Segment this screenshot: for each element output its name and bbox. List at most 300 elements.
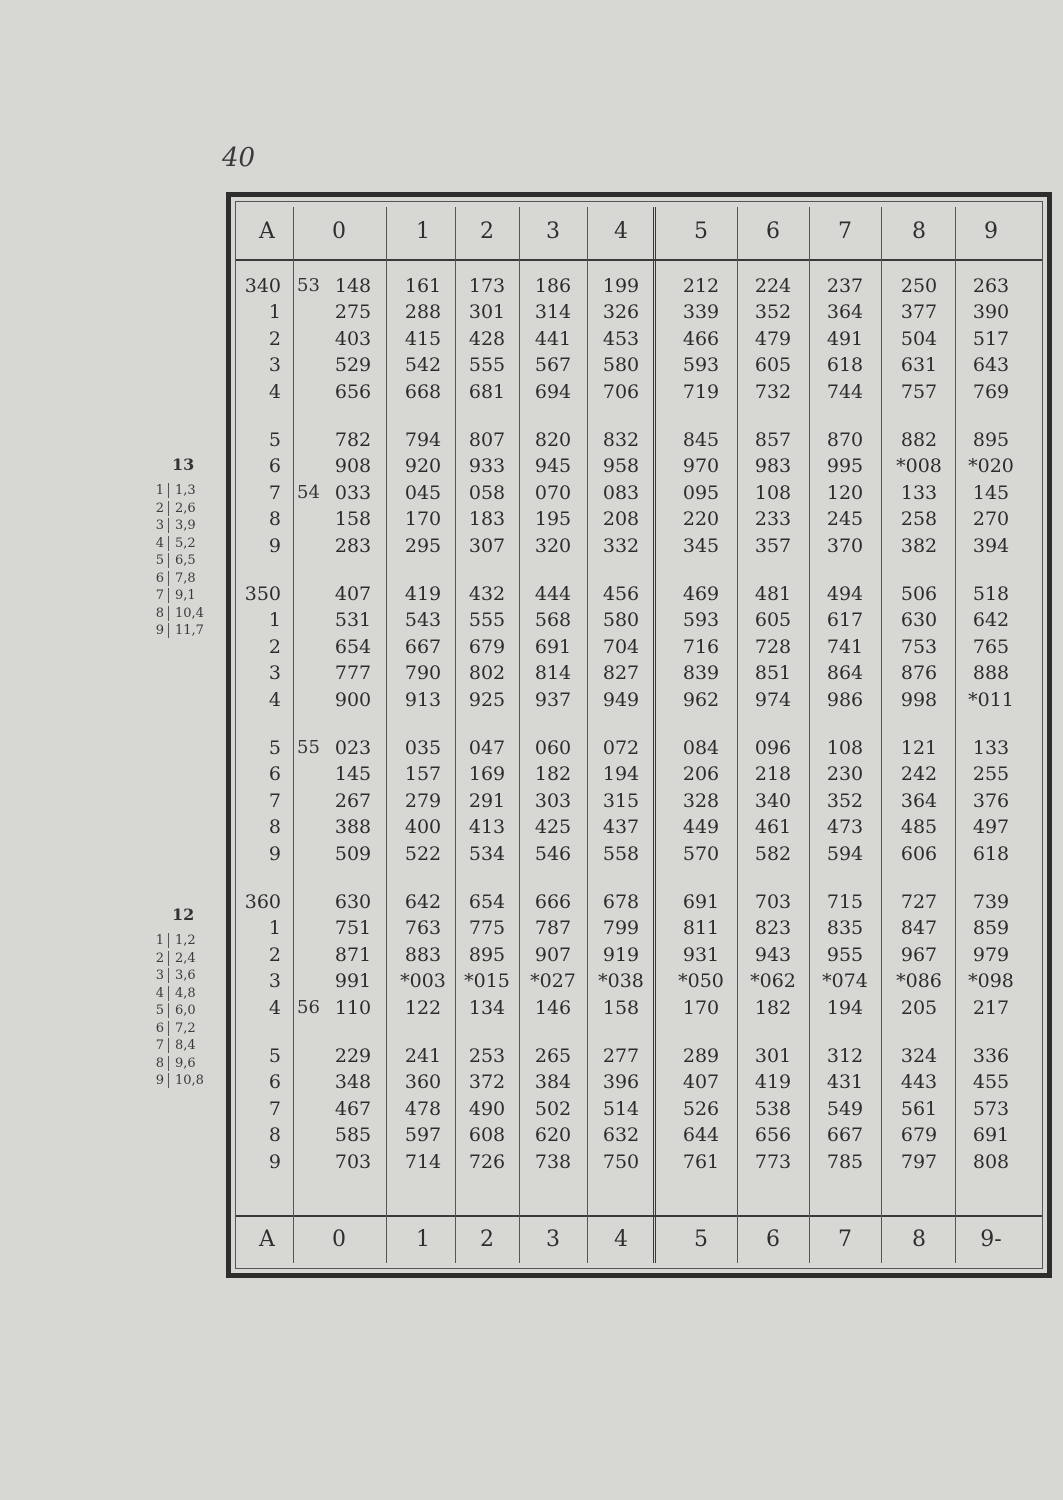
table-cell: 419 bbox=[404, 583, 442, 605]
table-cell: 943 bbox=[754, 943, 792, 966]
table-cell: 096 bbox=[754, 737, 792, 759]
table-cell: 490 bbox=[468, 1097, 506, 1120]
table-cell: 312 bbox=[826, 1045, 864, 1067]
table-cell: 871 bbox=[334, 943, 372, 966]
table-cell: 372 bbox=[468, 1071, 506, 1094]
table-cell: 403 bbox=[334, 327, 372, 350]
row-label: 1 bbox=[268, 917, 281, 940]
table-cell: 908 bbox=[334, 455, 372, 478]
footer-rule bbox=[236, 1215, 1042, 1217]
table-cell: 561 bbox=[900, 1097, 938, 1120]
table-cell: 084 bbox=[682, 737, 720, 759]
table-cell: 585 bbox=[334, 1124, 372, 1147]
table-cell: *027 bbox=[530, 970, 576, 993]
table-cell: 617 bbox=[826, 609, 864, 632]
table-cell: 407 bbox=[334, 583, 372, 605]
table-cell: 158 bbox=[602, 996, 640, 1019]
table-cell: 217 bbox=[972, 996, 1010, 1019]
table-cell: 962 bbox=[682, 688, 720, 711]
table-cell: 432 bbox=[468, 583, 506, 605]
row-label: 9 bbox=[268, 1150, 281, 1173]
table-cell: 538 bbox=[754, 1097, 792, 1120]
table-cell: 605 bbox=[754, 354, 792, 377]
pp-digit: 6 bbox=[155, 1020, 164, 1036]
table-cell: 258 bbox=[900, 508, 938, 531]
row-label: 4 bbox=[268, 380, 281, 403]
table-cell: 546 bbox=[534, 842, 572, 865]
row-label: 9 bbox=[268, 534, 281, 557]
table-cell: 047 bbox=[468, 737, 506, 759]
table-cell: 716 bbox=[682, 635, 720, 658]
table-cell: 851 bbox=[754, 662, 792, 685]
column-separator bbox=[293, 207, 294, 1263]
header-col-4: 3 bbox=[546, 219, 560, 244]
pp-digit: 5 bbox=[155, 1003, 164, 1018]
table-cell: 643 bbox=[972, 354, 1010, 377]
table-cell: 194 bbox=[826, 996, 864, 1019]
table-cell: 481 bbox=[754, 583, 792, 605]
column-separator bbox=[881, 207, 882, 1263]
header-col-3: 2 bbox=[480, 219, 494, 244]
table-cell: 808 bbox=[972, 1150, 1010, 1173]
table-cell: 811 bbox=[682, 917, 720, 940]
header-col-6: 5 bbox=[694, 219, 708, 244]
table-cell: 134 bbox=[468, 996, 506, 1019]
row-label: 1 bbox=[268, 609, 281, 632]
pp-title: 13 bbox=[172, 455, 195, 474]
mantissa-prefix: 54 bbox=[297, 481, 320, 503]
table-cell: 870 bbox=[826, 429, 864, 451]
table-cell: 945 bbox=[534, 455, 572, 478]
pp-value: 4,8 bbox=[168, 986, 215, 1001]
mantissa-prefix: 56 bbox=[297, 996, 320, 1018]
table-cell: 364 bbox=[826, 301, 864, 324]
table-cell: 691 bbox=[972, 1124, 1010, 1147]
table-cell: 529 bbox=[334, 354, 372, 377]
table-cell: *086 bbox=[896, 970, 942, 993]
table-cell: 504 bbox=[900, 327, 938, 350]
pp-digit: 4 bbox=[155, 535, 164, 551]
table-cell: 509 bbox=[334, 842, 372, 865]
table-cell: 288 bbox=[404, 301, 442, 324]
table-cell: 832 bbox=[602, 429, 640, 451]
table-cell: 787 bbox=[534, 917, 572, 940]
table-cell: 461 bbox=[754, 816, 792, 839]
table-cell: 642 bbox=[972, 609, 1010, 632]
table-cell: 237 bbox=[826, 275, 864, 297]
table-cell: *074 bbox=[822, 970, 868, 993]
table-cell: 706 bbox=[602, 380, 640, 403]
table-cell: 883 bbox=[404, 943, 442, 966]
table-cell: 336 bbox=[972, 1045, 1010, 1067]
table-cell: 727 bbox=[900, 891, 938, 913]
pp-line bbox=[150, 986, 215, 1001]
table-cell: 642 bbox=[404, 891, 442, 913]
table-cell: 229 bbox=[334, 1045, 372, 1067]
table-cell: 072 bbox=[602, 737, 640, 759]
header-col-8: 7 bbox=[838, 219, 852, 244]
table-cell: 070 bbox=[534, 481, 572, 504]
table-cell: 703 bbox=[334, 1150, 372, 1173]
row-label: 6 bbox=[268, 763, 281, 786]
table-cell: 514 bbox=[602, 1097, 640, 1120]
table-cell: 606 bbox=[900, 842, 938, 865]
table-cell: 208 bbox=[602, 508, 640, 531]
pp-line bbox=[150, 571, 215, 586]
table-cell: 726 bbox=[468, 1150, 506, 1173]
row-label: 8 bbox=[268, 816, 281, 839]
table-cell: 182 bbox=[754, 996, 792, 1019]
table-cell: 023 bbox=[334, 737, 372, 759]
table-cell: 738 bbox=[534, 1150, 572, 1173]
pp-value: 11,7 bbox=[168, 623, 215, 638]
table-cell: 291 bbox=[468, 789, 506, 812]
table-cell: 245 bbox=[826, 508, 864, 531]
table-cell: 301 bbox=[468, 301, 506, 324]
table-cell: 320 bbox=[534, 534, 572, 557]
table-cell: 820 bbox=[534, 429, 572, 451]
table-cell: 413 bbox=[468, 816, 506, 839]
table-cell: 453 bbox=[602, 327, 640, 350]
table-cell: 582 bbox=[754, 842, 792, 865]
table-cell: 133 bbox=[900, 481, 938, 504]
table-cell: 157 bbox=[404, 763, 442, 786]
table-cell: 279 bbox=[404, 789, 442, 812]
row-label: 8 bbox=[268, 1124, 281, 1147]
pp-line bbox=[150, 606, 215, 621]
table-cell: 469 bbox=[682, 583, 720, 605]
table-cell: 522 bbox=[404, 842, 442, 865]
table-cell: 315 bbox=[602, 789, 640, 812]
table-cell: 431 bbox=[826, 1071, 864, 1094]
table-cell: 667 bbox=[826, 1124, 864, 1147]
row-label: 2 bbox=[268, 635, 281, 658]
table-cell: 466 bbox=[682, 327, 720, 350]
table-cell: 751 bbox=[334, 917, 372, 940]
table-cell: 845 bbox=[682, 429, 720, 451]
table-cell: 958 bbox=[602, 455, 640, 478]
table-cell: 920 bbox=[404, 455, 442, 478]
row-label: 1 bbox=[268, 301, 281, 324]
table-cell: 255 bbox=[972, 763, 1010, 786]
table-cell: 108 bbox=[826, 737, 864, 759]
row-label: 5 bbox=[268, 1045, 281, 1067]
table-cell: 895 bbox=[972, 429, 1010, 451]
column-separator bbox=[455, 207, 456, 1263]
mantissa-prefix: 55 bbox=[297, 737, 320, 758]
table-cell: 573 bbox=[972, 1097, 1010, 1120]
table-cell: 654 bbox=[334, 635, 372, 658]
table-cell: 270 bbox=[972, 508, 1010, 531]
footer-col-2: 1 bbox=[416, 1227, 430, 1252]
table-cell: 681 bbox=[468, 380, 506, 403]
header-col-9: 8 bbox=[912, 219, 926, 244]
table-cell: 301 bbox=[754, 1045, 792, 1067]
table-cell: 456 bbox=[602, 583, 640, 605]
pp-value: 10,8 bbox=[168, 1073, 215, 1088]
table-cell: 390 bbox=[972, 301, 1010, 324]
table-cell: 146 bbox=[534, 996, 572, 1019]
table-cell: 814 bbox=[534, 662, 572, 685]
table-cell: 555 bbox=[468, 609, 506, 632]
table-cell: 876 bbox=[900, 662, 938, 685]
table-cell: 275 bbox=[334, 301, 372, 324]
pp-line bbox=[150, 1021, 215, 1036]
table-cell: *015 bbox=[464, 970, 510, 993]
table-cell: *038 bbox=[598, 970, 644, 993]
table-cell: 376 bbox=[972, 789, 1010, 812]
table-cell: 694 bbox=[534, 380, 572, 403]
table-cell: 384 bbox=[534, 1071, 572, 1094]
table-cell: 620 bbox=[534, 1124, 572, 1147]
table-cell: 263 bbox=[972, 275, 1010, 297]
table-cell: 864 bbox=[826, 662, 864, 685]
table-cell: 526 bbox=[682, 1097, 720, 1120]
table-cell: 632 bbox=[602, 1124, 640, 1147]
pp-line bbox=[150, 553, 215, 568]
table-cell: 415 bbox=[404, 327, 442, 350]
pp-value: 6,0 bbox=[168, 1003, 215, 1018]
table-cell: 145 bbox=[334, 763, 372, 786]
pp-value: 2,4 bbox=[168, 951, 215, 966]
table-cell: 691 bbox=[682, 891, 720, 913]
pp-digit: 9 bbox=[155, 1073, 164, 1088]
table-cell: 206 bbox=[682, 763, 720, 786]
pp-digit: 8 bbox=[155, 605, 164, 621]
row-label: 340 bbox=[244, 275, 281, 297]
table-cell: 955 bbox=[826, 943, 864, 966]
table-cell: 761 bbox=[682, 1150, 720, 1173]
table-cell: 199 bbox=[602, 275, 640, 297]
table-cell: 618 bbox=[972, 842, 1010, 865]
pp-line bbox=[150, 483, 215, 498]
table-cell: 895 bbox=[468, 943, 506, 966]
table-cell: 605 bbox=[754, 609, 792, 632]
table-cell: 777 bbox=[334, 662, 372, 685]
table-cell: 594 bbox=[826, 842, 864, 865]
table-cell: 473 bbox=[826, 816, 864, 839]
table-cell: 797 bbox=[900, 1150, 938, 1173]
table-cell: 348 bbox=[334, 1071, 372, 1094]
table-cell: 704 bbox=[602, 635, 640, 658]
table-cell: 295 bbox=[404, 534, 442, 557]
table-cell: 382 bbox=[900, 534, 938, 557]
table-cell: 437 bbox=[602, 816, 640, 839]
table-cell: 443 bbox=[900, 1071, 938, 1094]
pp-value: 6,5 bbox=[168, 553, 215, 568]
table-cell: 158 bbox=[334, 508, 372, 531]
table-cell: 543 bbox=[404, 609, 442, 632]
table-cell: 859 bbox=[972, 917, 1010, 940]
table-cell: 449 bbox=[682, 816, 720, 839]
row-label: 3 bbox=[268, 970, 281, 993]
table-cell: 283 bbox=[334, 534, 372, 557]
table-cell: 974 bbox=[754, 688, 792, 711]
table-cell: 145 bbox=[972, 481, 1010, 504]
table-cell: 753 bbox=[900, 635, 938, 658]
row-label: 7 bbox=[268, 481, 281, 504]
pp-digit: 2 bbox=[155, 950, 164, 966]
table-cell: 517 bbox=[972, 327, 1010, 350]
row-label: 8 bbox=[268, 508, 281, 531]
header-rule bbox=[236, 259, 1042, 261]
table-cell: 986 bbox=[826, 688, 864, 711]
pp-line bbox=[150, 933, 215, 948]
table-cell: 794 bbox=[404, 429, 442, 451]
table-cell: 678 bbox=[602, 891, 640, 913]
table-cell: 888 bbox=[972, 662, 1010, 685]
pp-value: 7,8 bbox=[168, 571, 215, 586]
table-cell: 169 bbox=[468, 763, 506, 786]
table-cell: *011 bbox=[968, 688, 1014, 711]
pp-value: 2,6 bbox=[168, 501, 215, 516]
table-cell: 110 bbox=[334, 996, 372, 1019]
table-cell: 827 bbox=[602, 662, 640, 685]
table-cell: 250 bbox=[900, 275, 938, 297]
table-cell: 785 bbox=[826, 1150, 864, 1173]
table-cell: 790 bbox=[404, 662, 442, 685]
header-col-7: 6 bbox=[766, 219, 780, 244]
table-cell: 732 bbox=[754, 380, 792, 403]
table-cell: 377 bbox=[900, 301, 938, 324]
table-cell: 170 bbox=[682, 996, 720, 1019]
table-cell: 949 bbox=[602, 688, 640, 711]
table-cell: 267 bbox=[334, 789, 372, 812]
table-cell: 518 bbox=[972, 583, 1010, 605]
table-cell: 769 bbox=[972, 380, 1010, 403]
table-cell: 083 bbox=[602, 481, 640, 504]
table-cell: 340 bbox=[754, 789, 792, 812]
pp-value: 8,4 bbox=[168, 1038, 215, 1053]
table-cell: 265 bbox=[534, 1045, 572, 1067]
table-cell: 233 bbox=[754, 508, 792, 531]
table-cell: 933 bbox=[468, 455, 506, 478]
table-cell: 419 bbox=[754, 1071, 792, 1094]
pp-value: 9,1 bbox=[168, 588, 215, 603]
pp-digit: 7 bbox=[155, 588, 164, 603]
table-cell: 170 bbox=[404, 508, 442, 531]
table-cell: 580 bbox=[602, 609, 640, 632]
row-label: 350 bbox=[244, 583, 281, 605]
table-cell: 741 bbox=[826, 635, 864, 658]
table-cell: *003 bbox=[400, 970, 446, 993]
pp-line bbox=[150, 951, 215, 966]
pp-value: 7,2 bbox=[168, 1021, 215, 1036]
table-cell: 352 bbox=[826, 789, 864, 812]
table-cell: 220 bbox=[682, 508, 720, 531]
table-cell: 568 bbox=[534, 609, 572, 632]
table-cell: 679 bbox=[468, 635, 506, 658]
table-cell: 668 bbox=[404, 380, 442, 403]
table-cell: 823 bbox=[754, 917, 792, 940]
header-col-0: A bbox=[259, 219, 275, 244]
table-cell: 224 bbox=[754, 275, 792, 297]
row-label: 2 bbox=[268, 943, 281, 966]
table-cell: 407 bbox=[682, 1071, 720, 1094]
row-label: 2 bbox=[268, 327, 281, 350]
row-label: 6 bbox=[268, 455, 281, 478]
footer-col-0: A bbox=[259, 1227, 275, 1252]
table-cell: 303 bbox=[534, 789, 572, 812]
table-cell: 703 bbox=[754, 891, 792, 913]
table-cell: 728 bbox=[754, 635, 792, 658]
table-cell: 133 bbox=[972, 737, 1010, 759]
footer-col-3: 2 bbox=[480, 1227, 494, 1252]
table-cell: 095 bbox=[682, 481, 720, 504]
table-cell: 750 bbox=[602, 1150, 640, 1173]
table-cell: 428 bbox=[468, 327, 506, 350]
table-cell: 357 bbox=[754, 534, 792, 557]
table-cell: 534 bbox=[468, 842, 506, 865]
table-cell: 332 bbox=[602, 534, 640, 557]
table-cell: 857 bbox=[754, 429, 792, 451]
pp-line bbox=[150, 536, 215, 551]
row-label: 360 bbox=[244, 891, 281, 913]
table-cell: 802 bbox=[468, 662, 506, 685]
pp-line bbox=[150, 588, 215, 603]
row-label: 5 bbox=[268, 429, 281, 451]
table-cell: 161 bbox=[404, 275, 442, 297]
table-cell: 618 bbox=[826, 354, 864, 377]
pp-value: 5,2 bbox=[168, 536, 215, 551]
pp-digit: 7 bbox=[155, 1038, 164, 1053]
table-cell: 644 bbox=[682, 1124, 720, 1147]
table-cell: 058 bbox=[468, 481, 506, 504]
pp-value: 3,6 bbox=[168, 968, 215, 983]
table-cell: 656 bbox=[754, 1124, 792, 1147]
pp-digit: 5 bbox=[155, 553, 164, 568]
column-separator bbox=[587, 207, 588, 1263]
column-separator bbox=[737, 207, 738, 1263]
pp-digit: 4 bbox=[155, 985, 164, 1001]
table-cell: 242 bbox=[900, 763, 938, 786]
footer-col-1: 0 bbox=[332, 1227, 346, 1252]
table-cell: 991 bbox=[334, 970, 372, 993]
table-cell: 570 bbox=[682, 842, 720, 865]
table-cell: *008 bbox=[896, 455, 942, 478]
table-cell: 441 bbox=[534, 327, 572, 350]
table-cell: 186 bbox=[534, 275, 572, 297]
pp-digit: 6 bbox=[155, 570, 164, 586]
table-cell: 937 bbox=[534, 688, 572, 711]
table-cell: 241 bbox=[404, 1045, 442, 1067]
row-label: 4 bbox=[268, 996, 281, 1019]
table-cell: 485 bbox=[900, 816, 938, 839]
column-separator bbox=[653, 207, 656, 1263]
table-cell: 277 bbox=[602, 1045, 640, 1067]
pp-digit: 3 bbox=[155, 518, 164, 533]
row-label: 9 bbox=[268, 842, 281, 865]
table-cell: 691 bbox=[534, 635, 572, 658]
table-cell: 995 bbox=[826, 455, 864, 478]
column-separator bbox=[809, 207, 810, 1263]
row-label: 4 bbox=[268, 688, 281, 711]
table-cell: 773 bbox=[754, 1150, 792, 1173]
table-cell: 882 bbox=[900, 429, 938, 451]
column-separator bbox=[386, 207, 387, 1263]
pp-line bbox=[150, 968, 215, 983]
table-cell: 715 bbox=[826, 891, 864, 913]
table-cell: 925 bbox=[468, 688, 506, 711]
table-cell: 183 bbox=[468, 508, 506, 531]
footer-col-5: 4 bbox=[614, 1227, 628, 1252]
pp-title: 12 bbox=[172, 905, 195, 924]
table-cell: 667 bbox=[404, 635, 442, 658]
table-cell: 555 bbox=[468, 354, 506, 377]
header-col-2: 1 bbox=[416, 219, 430, 244]
table-cell: 739 bbox=[972, 891, 1010, 913]
pp-line bbox=[150, 1073, 215, 1088]
